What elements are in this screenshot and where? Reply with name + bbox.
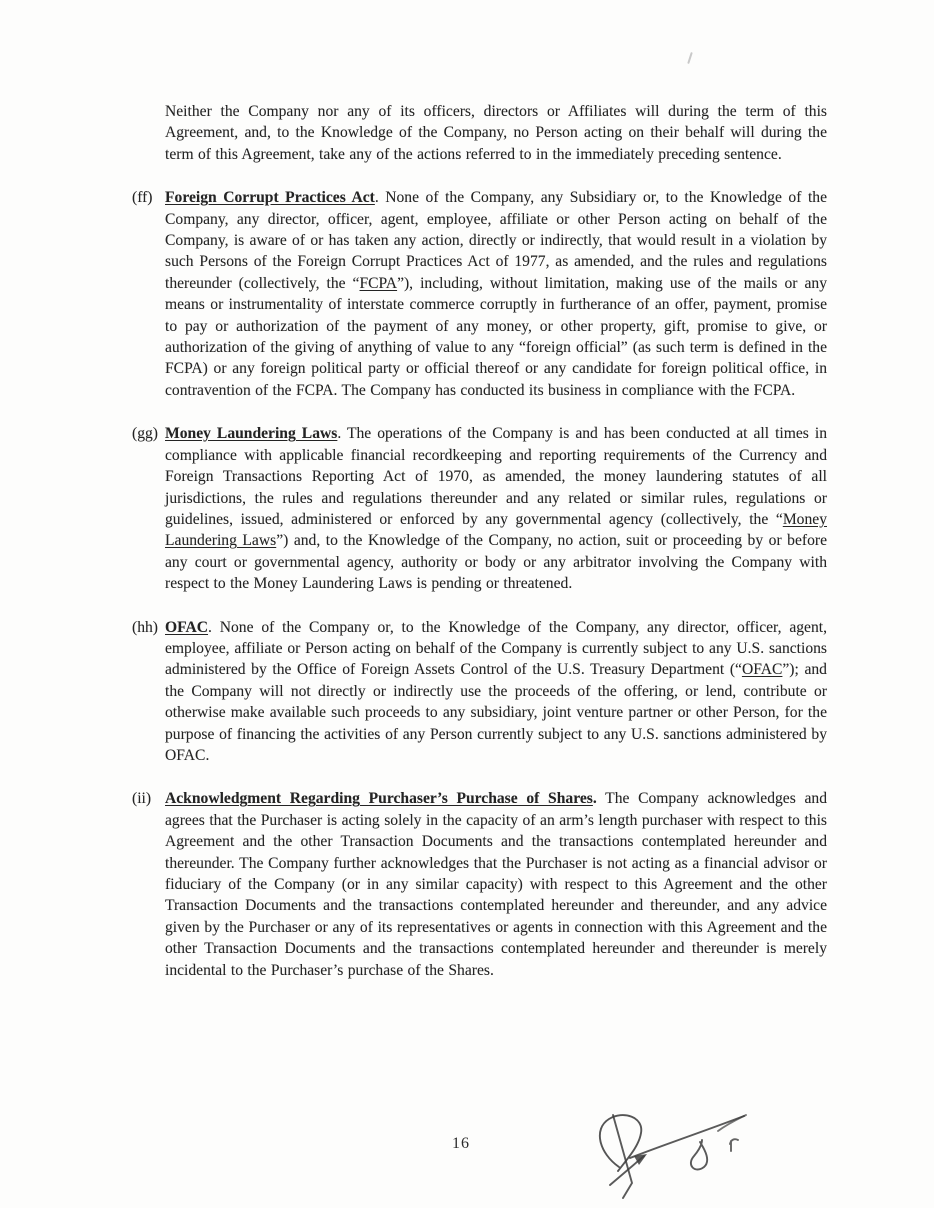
- paragraph-ff: [132, 187, 828, 401]
- clause-label: (ii): [132, 790, 152, 808]
- clause-text: Money Laundering Laws: [165, 510, 827, 550]
- clause-text: ”) and, to the Knowledge of the Company, no action, suit or proceeding by or before any court or governmental agency, authority or body or any arbitrator involving the Company with respect to the Money Laundering Laws is pending or threatened.: [165, 532, 827, 593]
- paragraph-hh: [132, 617, 827, 767]
- clause-text: . The operations of the Company is and has been conducted at all times in compliance with applicable financial recordkeeping and reporting requirements of the Currency and Foreign Transactions Reporting Act of 1970, as amended, the money laundering statutes of all jurisdictions, the rules and regulations thereunder and any related or similar rules, regulations or guidelines, issued, administered or enforced by any governmental agency (collectively, the “: [165, 425, 828, 528]
- clause-text: . None of the Company, any Subsidiary or, to the Knowledge of the Company, any director, officer, agent, employee, affiliate or other Person acting on behalf of the Company, is aware of or has taken any action, directly or indirectly, that would result in a violation by such Persons of the Foreign Corrupt Practices Act of 1977, as amended, and the rules and regulations thereunder (collectively, the “: [165, 189, 827, 292]
- clause-text: OFAC: [741, 661, 783, 679]
- clause-label: (hh): [132, 618, 158, 636]
- clause-text: The Company acknowledges and agrees that the Purchaser is acting solely in the capacity of an arm’s length purchaser with respect to this Agreement and the other Transaction Documents and the transactions contemplated hereunder and thereunder. The Company further acknowledges that the Purchaser is not acting as a financial advisor or fiduciary of the Company (or in any similar capacity) with respect to this Agreement and the other Transaction Documents and the transactions contemplated hereunder and thereunder, and any advice given by the Purchaser or any of its representatives or agents in connection with this Agreement and the other Transaction Documents and the transactions contemplated hereunder and thereunder is merely incidental to the Purchaser’s purchase of the Shares.: [165, 790, 827, 979]
- clause-text: . None of the Company or, to the Knowledge of the Company, any director, officer, agent, employee, affiliate or Person acting on behalf of the Company is currently subject to any U.S. sanctions administered by the Office of Foreign Assets Control of the U.S. Treasury Department (“: [165, 618, 827, 679]
- clause-heading: Foreign Corrupt Practices Act: [165, 189, 375, 207]
- clause-heading: Acknowledgment Regarding Purchaser’s Purchase of Shares: [165, 790, 593, 808]
- clause-label: (gg): [132, 425, 158, 443]
- clause-heading: OFAC: [165, 618, 209, 636]
- scan-artifact: [687, 52, 693, 64]
- clause-label: (ff): [132, 189, 153, 207]
- paragraph-gg: [132, 423, 828, 594]
- clause-text: FCPA: [359, 274, 398, 292]
- paragraph-ii: [132, 788, 827, 981]
- clause-text: ”); and the Company will not directly or indirectly use the proceeds of the offering, or lend, contribute or otherwise make available such proceeds to any subsidiary, joint venture partner or other Person, for the purpose of financing the activities of any Person currently subject to any U.S. sanctions administered by OFAC.: [165, 661, 827, 764]
- clause-text: Neither the Company nor any of its officers, directors or Affiliates will during the term of this Agreement, and, to the Knowledge of the Company, no Person acting on their behalf will during the term of this Agreement, take any of the actions referred to in the immediately preceding sentence.: [165, 103, 827, 163]
- signature-initials: [583, 1095, 755, 1207]
- page-number: 16: [452, 1135, 470, 1152]
- clause-heading: Money Laundering Laws: [165, 425, 338, 443]
- clause-text: ”), including, without limitation, making use of the mails or any means or instrumentality of interstate commerce corruptly in furtherance of an offer, payment, promise to pay or authorization of the payment of any money, or other property, gift, promise to give, or authorization of the giving of anything of value to any “foreign official” (as such term is defined in the FCPA) or any foreign political party or official thereof or any candidate for foreign political office, in contravention of the FCPA. The Company has conducted its business in compliance with the FCPA.: [165, 274, 828, 399]
- paragraph-intro: [165, 101, 827, 165]
- signature-ink-icon: [583, 1095, 755, 1207]
- document-body: [132, 101, 828, 981]
- clause-text: .: [592, 790, 597, 808]
